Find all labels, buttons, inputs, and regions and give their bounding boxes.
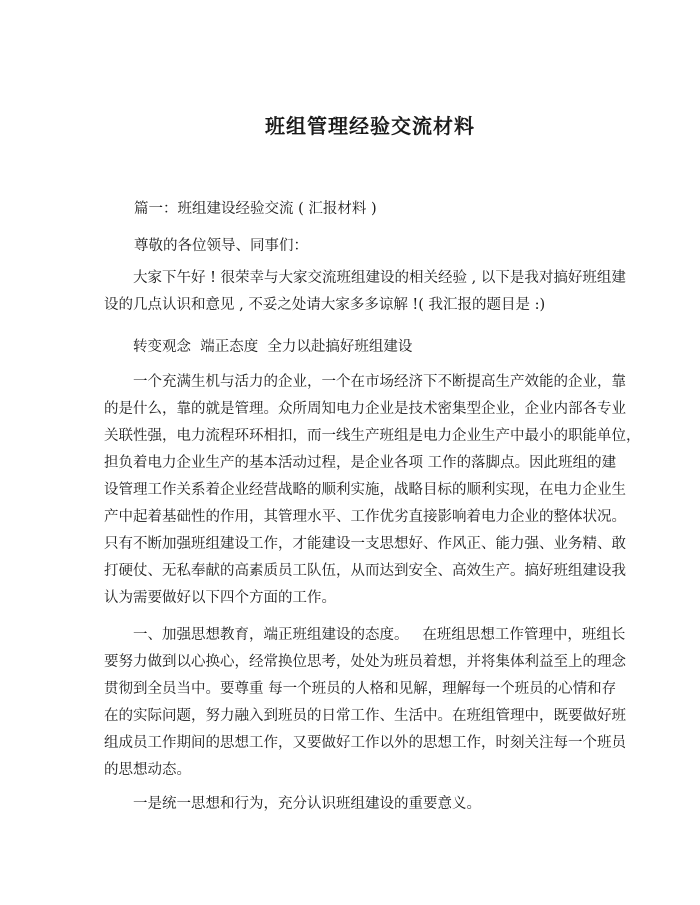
- body-paragraph: [104, 369, 641, 612]
- section-one-line: 组成员工作期间的思想工作，又要做好工作以外的思想工作，时刻关注每一个班员: [104, 735, 626, 751]
- intro-line: 大家下午好 ! 很荣幸与大家交流班组建设的相关经验 , 以下是我对搞好班组建: [133, 270, 626, 286]
- theme-heading: 转变观念 端正态度 全力以赴搞好班组建设: [133, 339, 413, 355]
- greeting: 尊敬的各位领导、同事们：: [134, 238, 308, 254]
- section-one-line: 在的实际问题，努力融入到班员的日常工作、生活中。在班组管理中，既要做好班: [104, 708, 626, 724]
- body-line: 产中起着基础性的作用，其管理水平、工作优劣直接影响着电力企业的整体状况。: [104, 509, 626, 525]
- section-one-line: 一、加强思想教育，端正班组建设的态度。 在班组思想工作管理中，班组长: [133, 627, 626, 643]
- section-one-line: 贯彻到全员当中。要尊重 每一个班员的人格和见解，理解每一个班员的心情和存: [104, 681, 617, 697]
- body-line: 关联性强，电力流程环环相扣，而一线生产班组是电力企业生产中最小的职能单位，: [104, 428, 641, 444]
- section-one-line: 的思想动态。: [104, 762, 191, 778]
- body-line: 打硬仗、无私奉献的高素质员工队伍，从而达到安全、高效生产。搞好班组建设我: [104, 563, 626, 579]
- body-line: 设管理工作关系着企业经营战略的顺利实施，战略目标的顺利实现，在电力企业生: [104, 482, 626, 498]
- section-one-paragraph: [104, 622, 626, 784]
- body-line: 的是什么，靠的就是管理。众所周知电力企业是技术密集型企业，企业内部各专业: [104, 401, 626, 417]
- intro-paragraph: [104, 265, 626, 319]
- body-line: 只有不断加强班组建设工作，才能建设一支思想好、作风正、能力强、业务精、敢: [104, 536, 626, 552]
- intro-line: 设的几点认识和意见 , 不妥之处请大家多多谅解 !( 我汇报的题目是 :): [104, 297, 546, 313]
- body-line: 认为需要做好以下四个方面的工作。: [104, 590, 336, 606]
- body-line: 担负着电力企业生产的基本活动过程，是企业各项 工作的落脚点。因此班组的建: [104, 455, 617, 471]
- subtitle: 篇一：班组建设经验交流 ( 汇报材料 ): [134, 201, 377, 217]
- body-line: 一个充满生机与活力的企业，一个在市场经济下不断提高生产效能的企业，靠: [133, 374, 626, 390]
- section-one-line: 要努力做到以心换心，经常换位思考，处处为班员着想，并将集体利益至上的理念: [104, 654, 626, 670]
- document-title: 班组管理经验交流材料: [265, 114, 475, 138]
- point-one-paragraph: 一是统一思想和行为，充分认识班组建设的重要意义。: [133, 796, 481, 812]
